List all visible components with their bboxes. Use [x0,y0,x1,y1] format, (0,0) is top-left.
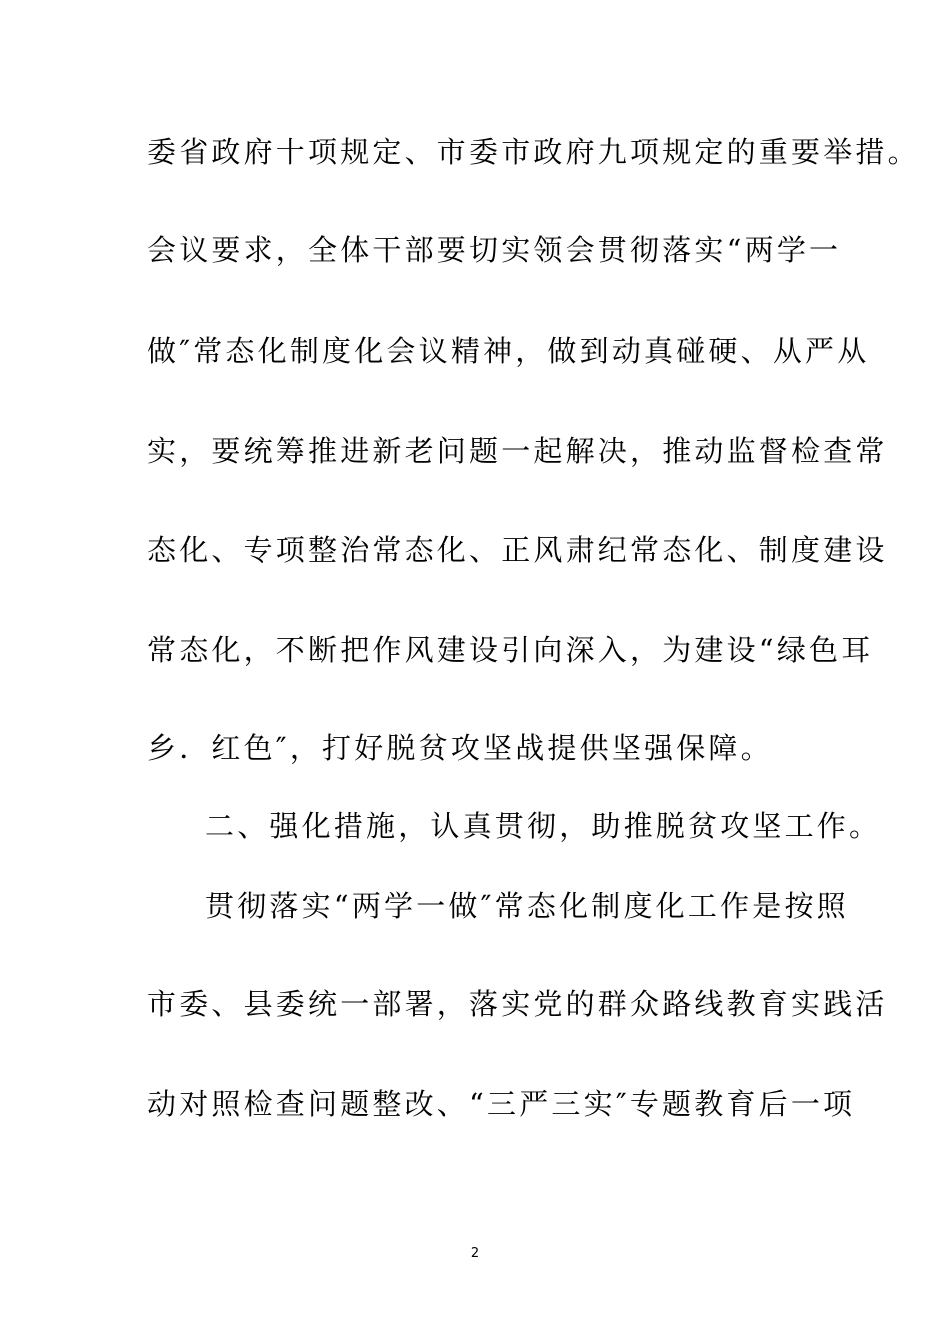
body-text-line: 态化、专项整治常态化、正风肃纪常态化、制度建设 [147,533,888,567]
body-text-line: 实，要统筹推进新老问题一起解决，推动监督检查常 [147,434,888,468]
paragraph-first-line: 贯彻落实“两学一做″常态化制度化工作是按照 [205,889,849,923]
body-text-line: 委省政府十项规定、市委市政府九项规定的重要举措。 [147,135,920,169]
page-number: 2 [470,1246,480,1261]
body-text-line: 市委、县委统一部署，落实党的群众路线教育实践活 [147,987,888,1021]
body-text-line: 常态化，不断把作风建设引向深入，为建设“绿色耳 [147,633,874,667]
section-heading: 二、强化措施，认真贯彻，助推脱贫攻坚工作。 [205,809,882,843]
body-text-line: 做″常态化制度化会议精神，做到动真碰硬、从严从 [147,334,870,368]
body-text-line: 会议要求，全体干部要切实领会贯彻落实“两学一 [147,233,842,267]
body-text-line: 动对照检查问题整改、“三严三实″专题教育后一项 [147,1087,856,1121]
body-text-line: 乡．红色″，打好脱贫攻坚战提供坚强保障。 [147,731,773,765]
